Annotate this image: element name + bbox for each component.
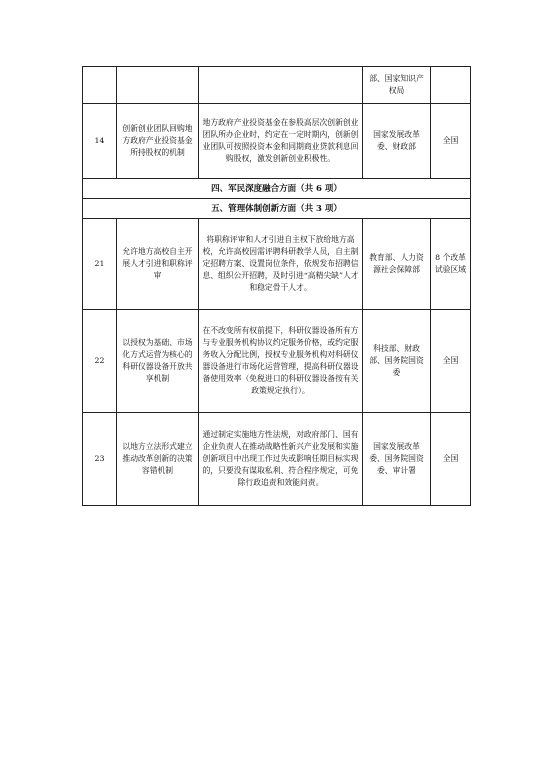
table-row [83,67,471,104]
reform-content [199,67,363,104]
table-row [83,310,471,413]
reform-content: 地方政府产业投资基金在参股高层次创新创业团队所办企业时，约定在一定时期内，创新创业团队可按照投资本金和同期商业贷款利息回购股权，激发创新创业积极性。 [199,104,363,179]
responsible-department: 教育部、人力资源社会保障部 [363,219,431,310]
section-header [83,179,471,199]
promotion-scope: 全国 [431,104,471,179]
reform-item: 创新创业团队回购地方政府产业投资基金所持股权的机制 [117,104,199,179]
reform-item [117,67,199,104]
row-number: 23 [83,413,117,506]
reform-item: 允许地方高校自主开展人才引进和职称评审 [117,219,199,310]
reform-content: 通过制定实施地方性法规，对政府部门、国有企业负责人在推动战略性新兴产业发展和实施创新项目中出现工作过失或影响任期目标实现的，只要没有谋取私利、符合程序规定，可免除行政追责和效能问责。 [199,413,363,506]
section-title: 四、军民深度融合方面（共 6 项） [83,179,471,199]
promotion-scope [431,67,471,104]
section-header [83,199,471,219]
row-number: 22 [83,310,117,413]
reform-content: 在不改变所有权前提下，科研仪器设备所有方与专业服务机构协议约定服务价格，或约定服务收入分配比例，授权专业服务机构对科研仪器设备进行市场化运营管理，提高科研仪器设备使用效率（免税进口的科研仪器设备按有关政策规定执行）。 [199,310,363,413]
row-number: 14 [83,104,117,179]
promotion-scope: 全国 [431,413,471,506]
promotion-scope: 全国 [431,310,471,413]
table-row [83,219,471,310]
promotion-scope: 8 个改革试验区域 [431,219,471,310]
responsible-department: 科技部、财政部、国务院国资委 [363,310,431,413]
responsible-department: 国家发展改革委、国务院国资委、审计署 [363,413,431,506]
row-number [83,67,117,104]
reform-measures-table [82,66,471,506]
reform-item: 以授权为基础、市场化方式运营为核心的科研仪器设备开放共享机制 [117,310,199,413]
table-row [83,104,471,179]
responsible-department: 部、国家知识产权局 [363,67,431,104]
table-row [83,413,471,506]
responsible-department: 国家发展改革委、财政部 [363,104,431,179]
section-title: 五、管理体制创新方面（共 3 项） [83,199,471,219]
reform-item: 以地方立法形式建立推动改革创新的决策容错机制 [117,413,199,506]
row-number: 21 [83,219,117,310]
reform-content: 将职称评审和人才引进自主权下放给地方高校，允许高校因需评聘科研教学人员，自主制定招聘方案、设置岗位条件，依规发布招聘信息、组织公开招聘，及时引进“高精尖缺”人才和稳定骨干人才。 [199,219,363,310]
